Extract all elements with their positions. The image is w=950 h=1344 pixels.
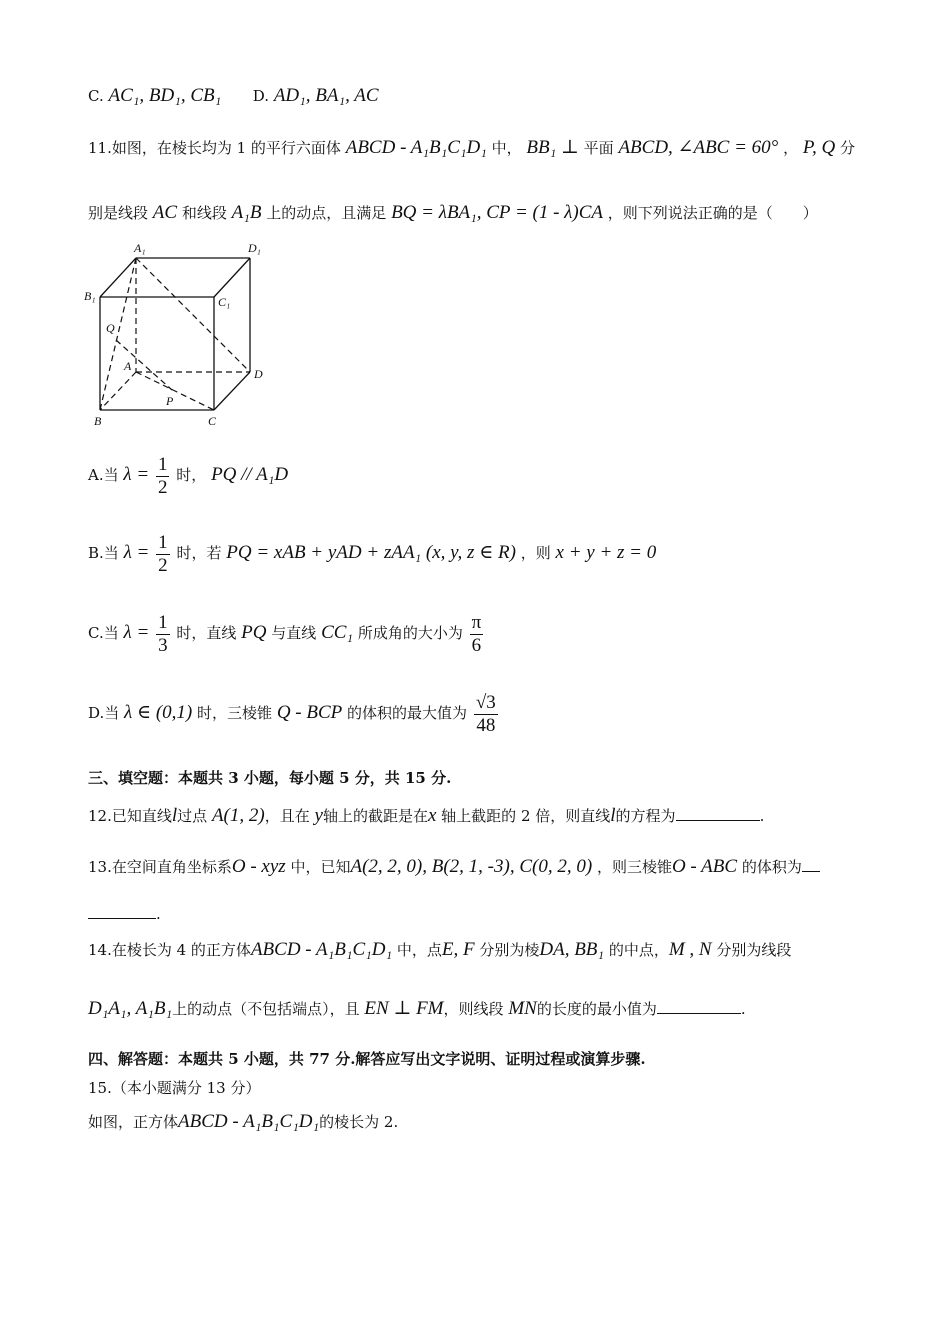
q11-text: 别是线段 bbox=[88, 204, 149, 222]
q13-line2: . bbox=[88, 904, 161, 924]
section4-title: 四、解答题：本题共 5 小题，共 77 分.解答应写出文字说明、证明过程或演算步骤. bbox=[88, 1050, 646, 1068]
option-c-expr: PQ bbox=[241, 622, 267, 643]
q10-option-d-label: D. bbox=[252, 87, 270, 105]
q11-text: 11.如图，在棱长均为 1 的平行六面体 bbox=[88, 139, 341, 157]
label-a: A bbox=[124, 359, 132, 373]
option-text: 所成角的大小为 bbox=[357, 624, 463, 642]
fraction-pi-over-6: $\frac{\pi}{6}$ bbox=[471, 611, 482, 656]
q15-head: 15.（本小题满分 13 分） bbox=[88, 1079, 261, 1097]
q11-option-d[interactable] bbox=[88, 690, 500, 736]
q13-line: 13.在空间直角坐标系O - xyz 中，已知A(2, 2, 0), B(2, 1, -3), C(0, 2, 0) ，则三棱锥O - ABC 的体积为 bbox=[88, 857, 820, 877]
points-abc: A(2, 2, 0), B(2, 1, -3), C(0, 2, 0) bbox=[350, 856, 593, 877]
label-b1: B₁ bbox=[84, 289, 96, 303]
label-c1: C₁ bbox=[218, 295, 231, 309]
q14-line2: D₁A₁, A₁B₁上的动点（不包括端点），且 EN ⊥ FM，则线段 MN的长度的最小值为 . bbox=[88, 998, 746, 1019]
option-d-expr: λ ∈ (0,1) bbox=[124, 702, 193, 723]
label-q: Q bbox=[106, 321, 115, 335]
option-text: 时，直线 bbox=[176, 624, 237, 642]
segment-a1d bbox=[136, 258, 250, 372]
q12-line: 12.已知直线l过点 A(1, 2)，且在 y轴上的截距是在x 轴上截距的 2 倍，则直线l的方程为 . bbox=[88, 805, 765, 826]
option-b-label: B.当 bbox=[88, 544, 119, 562]
coordinate-system: O - xyz bbox=[231, 856, 286, 877]
answer-blank[interactable] bbox=[676, 806, 760, 821]
q11-stem-line2 bbox=[88, 203, 818, 223]
option-c-expr2: CC₁ bbox=[321, 622, 354, 643]
q11-text: 上的动点，且满足 bbox=[266, 204, 387, 222]
option-a-expr: PQ // A₁D bbox=[211, 464, 289, 485]
option-text: 时，三棱锥 bbox=[197, 704, 273, 722]
q11-option-a[interactable] bbox=[88, 452, 288, 498]
lambda: λ = bbox=[123, 542, 150, 563]
option-a-label: A.当 bbox=[88, 466, 119, 484]
tetrahedron: O - ABC bbox=[671, 856, 738, 877]
fraction-sqrt3-over-48: $\frac{√3}{48}$ bbox=[475, 691, 496, 736]
fraction-one-half: $\frac{1}{2}$ bbox=[158, 531, 168, 576]
lambda: λ = bbox=[123, 622, 150, 643]
option-d-expr2: Q - BCP bbox=[276, 702, 343, 723]
fraction-one-third: $\frac{1}{3}$ bbox=[158, 611, 168, 656]
option-text: ，则 bbox=[520, 544, 551, 562]
q11-option-c[interactable] bbox=[88, 610, 485, 656]
edge-cd bbox=[214, 372, 250, 410]
q14-line1: 14.在棱长为 4 的正方体ABCD - A₁B₁C₁D₁ 中，点E, F 分别为棱DA, BB₁ 的中点，M , N 分别为线段 bbox=[88, 939, 792, 960]
segment-ac bbox=[136, 372, 214, 410]
option-text: 时， bbox=[176, 466, 207, 484]
q10-option-c-label: C. bbox=[88, 87, 104, 105]
option-b-expr2: x + y + z = 0 bbox=[555, 542, 657, 563]
q15-stem: 如图，正方体ABCD - A₁B₁C₁D₁的棱长为 2. bbox=[88, 1111, 399, 1132]
q11-text: ， bbox=[783, 139, 799, 157]
edge-a1b1 bbox=[100, 258, 136, 297]
label-a1: A₁ bbox=[134, 241, 146, 255]
label-d: D bbox=[254, 367, 263, 381]
q10-option-d-expr: AD₁, BA₁, AC bbox=[273, 85, 379, 106]
q11-option-b[interactable] bbox=[88, 530, 656, 576]
q10-options-line bbox=[88, 86, 379, 106]
q11-text: ，则下列说法正确的是（ ） bbox=[607, 204, 818, 222]
q11-text: 中， bbox=[491, 139, 522, 157]
edge-d1c1 bbox=[214, 258, 250, 297]
option-b-expr: PQ = xAB + yAD + zAA₁ (x, y, z ∈ R) bbox=[226, 542, 516, 563]
option-text: 时，若 bbox=[176, 544, 222, 562]
q11-seg-ac: AC bbox=[152, 202, 178, 223]
q11-perp: BB₁ ⊥ bbox=[526, 137, 579, 158]
option-text: 与直线 bbox=[271, 624, 317, 642]
option-c-label: C.当 bbox=[88, 624, 119, 642]
label-b: B bbox=[94, 414, 102, 428]
answer-blank[interactable] bbox=[802, 857, 820, 872]
q11-points: P, Q bbox=[802, 137, 836, 158]
label-c: C bbox=[208, 414, 217, 428]
q11-text: 平面 bbox=[583, 139, 614, 157]
q11-text: 和线段 bbox=[181, 204, 227, 222]
point-a: A(1, 2) bbox=[211, 805, 265, 826]
fraction-one-half: $\frac{1}{2}$ bbox=[157, 453, 168, 498]
lambda: λ = bbox=[123, 464, 150, 485]
answer-blank-cont[interactable] bbox=[88, 904, 156, 919]
edge-ab-hidden bbox=[100, 372, 136, 410]
q11-stem-line1 bbox=[88, 138, 855, 158]
label-d1: D₁ bbox=[248, 241, 261, 255]
answer-blank[interactable] bbox=[657, 999, 741, 1014]
option-text: 的体积的最大值为 bbox=[347, 704, 468, 722]
cube: ABCD - A₁B₁C₁D₁ bbox=[178, 1111, 320, 1132]
q11-solid: ABCD - A₁B₁C₁D₁ bbox=[345, 137, 487, 158]
cube: ABCD - A₁B₁C₁D₁ bbox=[250, 939, 393, 960]
q11-condition: BQ = λBA₁, CP = (1 - λ)CA bbox=[391, 202, 604, 223]
option-d-label: D.当 bbox=[88, 704, 120, 722]
q11-angle: ABCD, ∠ABC = 60° bbox=[618, 137, 779, 158]
q10-option-c-expr: AC₁, BD₁, CB₁ bbox=[108, 85, 222, 106]
q11-seg-a1b: A₁B bbox=[231, 202, 262, 223]
label-p: P bbox=[166, 394, 174, 408]
q11-parallelepiped-figure bbox=[84, 240, 274, 432]
q11-text: 分 bbox=[840, 139, 856, 157]
section3-title: 三、填空题：本题共 3 小题，每小题 5 分，共 15 分. bbox=[88, 769, 452, 787]
